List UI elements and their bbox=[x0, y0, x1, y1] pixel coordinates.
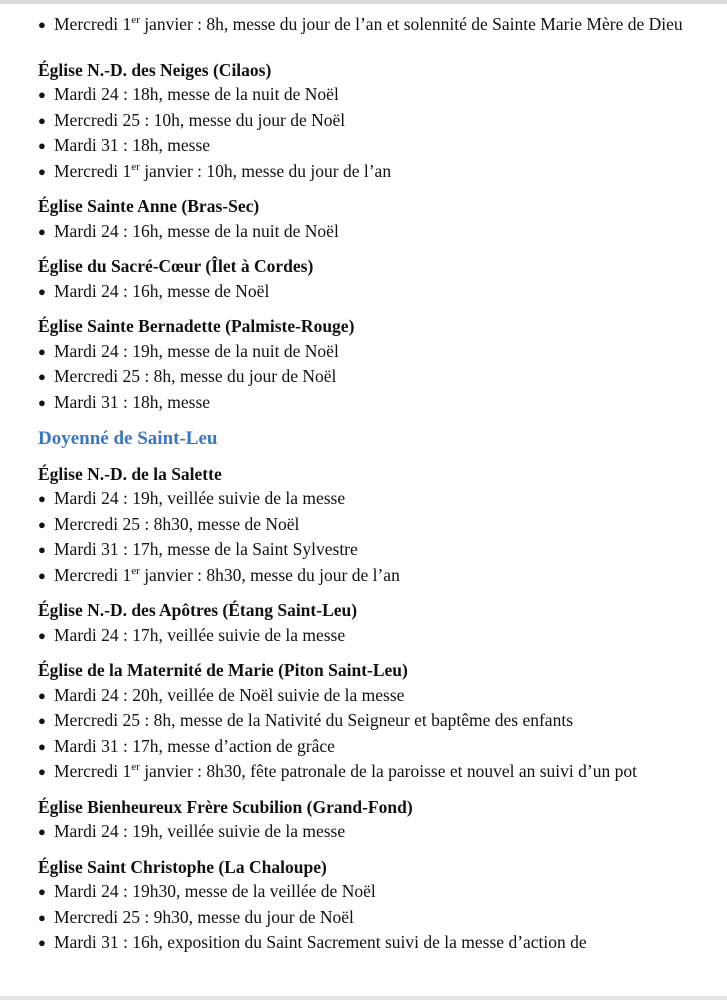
schedule-text: Mardi 24 : 16h, messe de Noël bbox=[54, 280, 270, 301]
top-border bbox=[0, 0, 727, 4]
bullet-icon: ● bbox=[38, 17, 46, 32]
schedule-text: Mercredi 1 bbox=[54, 160, 132, 181]
document-content bbox=[38, 12, 698, 956]
schedule-text: Mercredi 25 : 10h, messe du jour de Noël bbox=[54, 109, 346, 130]
bullet-icon: ● bbox=[38, 163, 46, 179]
schedule-item bbox=[38, 279, 698, 305]
church-heading: Église N.-D. des Neiges (Cilaos) bbox=[38, 59, 272, 80]
schedule-item bbox=[38, 563, 698, 589]
schedule-text-rest: janvier : 8h30, messe du jour de l’an bbox=[139, 564, 400, 585]
bullet-icon: ● bbox=[38, 542, 46, 557]
bottom-border bbox=[0, 996, 727, 1000]
schedule-text: Mardi 31 : 17h, messe d’action de grâce bbox=[54, 735, 335, 756]
schedule-text: Mercredi 1 bbox=[54, 14, 132, 34]
schedule-text-rest: janvier : 10h, messe du jour de l’an bbox=[139, 160, 392, 181]
church-heading: Église du Sacré-Cœur (Îlet à Cordes) bbox=[38, 256, 314, 276]
bullet-icon: ● bbox=[38, 738, 46, 754]
schedule-item bbox=[38, 82, 698, 108]
bullet-icon: ● bbox=[38, 909, 46, 925]
schedule-text: Mardi 24 : 16h, messe de la nuit de Noël bbox=[54, 220, 339, 241]
schedule-item bbox=[38, 390, 698, 416]
schedule-text: Mercredi 25 : 9h30, messe du jour de Noël bbox=[54, 906, 354, 927]
church-heading: Église Bienheureux Frère Scubilion (Grand-Fond) bbox=[38, 796, 413, 817]
schedule-item bbox=[38, 159, 698, 185]
bullet-icon: ● bbox=[38, 516, 46, 532]
bullet-icon: ● bbox=[38, 627, 46, 643]
schedule-item bbox=[38, 339, 698, 365]
schedule-text: Mercredi 25 : 8h, messe du jour de Noël bbox=[54, 366, 337, 386]
ordinal-superscript: er bbox=[131, 564, 140, 577]
schedule-text: Mardi 31 : 16h, exposition du Saint Sacrement suivi de la messe d’action de bbox=[54, 932, 587, 952]
bullet-icon: ● bbox=[38, 824, 46, 839]
schedule-item bbox=[38, 708, 698, 734]
schedule-item bbox=[38, 905, 698, 931]
schedule-item bbox=[38, 759, 698, 785]
schedule-item bbox=[38, 12, 698, 38]
bullet-icon: ● bbox=[38, 394, 46, 410]
schedule-text-rest: janvier : 8h, messe du jour de l’an et solennité de Sainte Marie Mère de Dieu bbox=[139, 14, 683, 34]
schedule-text: Mardi 24 : 19h, veillée suivie de la messe bbox=[54, 821, 346, 841]
schedule-text: Mardi 24 : 19h, messe de la nuit de Noël bbox=[54, 340, 339, 361]
schedule-text: Mercredi 1 bbox=[54, 761, 132, 781]
church-heading: Église de la Maternité de Marie (Piton Saint-Leu) bbox=[38, 660, 408, 680]
schedule-item bbox=[38, 734, 698, 760]
bullet-icon: ● bbox=[38, 87, 46, 102]
bullet-icon: ● bbox=[38, 491, 46, 506]
schedule-text: Mardi 24 : 18h, messe de la nuit de Noël bbox=[54, 84, 339, 104]
schedule-text: Mardi 31 : 17h, messe de la Saint Sylvestre bbox=[54, 539, 358, 559]
schedule-text: Mercredi 25 : 8h, messe de la Nativité du Seigneur et baptême des enfants bbox=[54, 710, 574, 730]
schedule-item bbox=[38, 219, 698, 245]
church-heading: Église Sainte Anne (Bras-Sec) bbox=[38, 196, 260, 216]
church-heading: Église Sainte Bernadette (Palmiste-Rouge) bbox=[38, 316, 355, 336]
schedule-item bbox=[38, 819, 698, 845]
bullet-icon: ● bbox=[38, 369, 46, 384]
schedule-item bbox=[38, 930, 698, 956]
church-heading: Église N.-D. de la Salette bbox=[38, 463, 222, 484]
bullet-icon: ● bbox=[38, 713, 46, 728]
schedule-item bbox=[38, 133, 698, 159]
deanery-title: Doyenné de Saint-Leu bbox=[38, 428, 218, 449]
church-heading: Église N.-D. des Apôtres (Étang Saint-Leu) bbox=[38, 600, 358, 620]
bullet-icon: ● bbox=[38, 884, 46, 899]
schedule-item bbox=[38, 623, 698, 649]
schedule-item bbox=[38, 879, 698, 905]
schedule-text: Mardi 24 : 19h30, messe de la veillée de Noël bbox=[54, 881, 376, 901]
schedule-item bbox=[38, 512, 698, 538]
schedule-item bbox=[38, 364, 698, 390]
ordinal-superscript: er bbox=[131, 761, 140, 773]
bullet-icon: ● bbox=[38, 764, 46, 779]
ordinal-superscript: er bbox=[131, 160, 140, 173]
schedule-item bbox=[38, 108, 698, 134]
bullet-icon: ● bbox=[38, 138, 46, 153]
schedule-text: Mercredi 1 bbox=[54, 564, 132, 585]
bullet-icon: ● bbox=[38, 112, 46, 128]
bullet-icon: ● bbox=[38, 567, 46, 583]
schedule-text: Mardi 24 : 17h, veillée suivie de la messe bbox=[54, 624, 346, 645]
schedule-item bbox=[38, 537, 698, 563]
ordinal-superscript: er bbox=[131, 14, 140, 26]
bullet-icon: ● bbox=[38, 935, 46, 950]
bullet-icon: ● bbox=[38, 687, 46, 703]
church-heading: Église Saint Christophe (La Chaloupe) bbox=[38, 856, 327, 877]
schedule-text: Mardi 24 : 20h, veillée de Noël suivie de la messe bbox=[54, 684, 405, 705]
schedule-text: Mercredi 25 : 8h30, messe de Noël bbox=[54, 513, 300, 534]
bullet-icon: ● bbox=[38, 223, 46, 239]
schedule-item bbox=[38, 486, 698, 512]
bullet-icon: ● bbox=[38, 283, 46, 299]
schedule-text: Mardi 31 : 18h, messe bbox=[54, 391, 211, 412]
schedule-item bbox=[38, 683, 698, 709]
schedule-text: Mardi 31 : 18h, messe bbox=[54, 135, 211, 155]
schedule-text: Mardi 24 : 19h, veillée suivie de la messe bbox=[54, 488, 346, 508]
bullet-icon: ● bbox=[38, 343, 46, 359]
schedule-text-rest: janvier : 8h30, fête patronale de la paroisse et nouvel an suivi d’un pot bbox=[139, 761, 637, 781]
